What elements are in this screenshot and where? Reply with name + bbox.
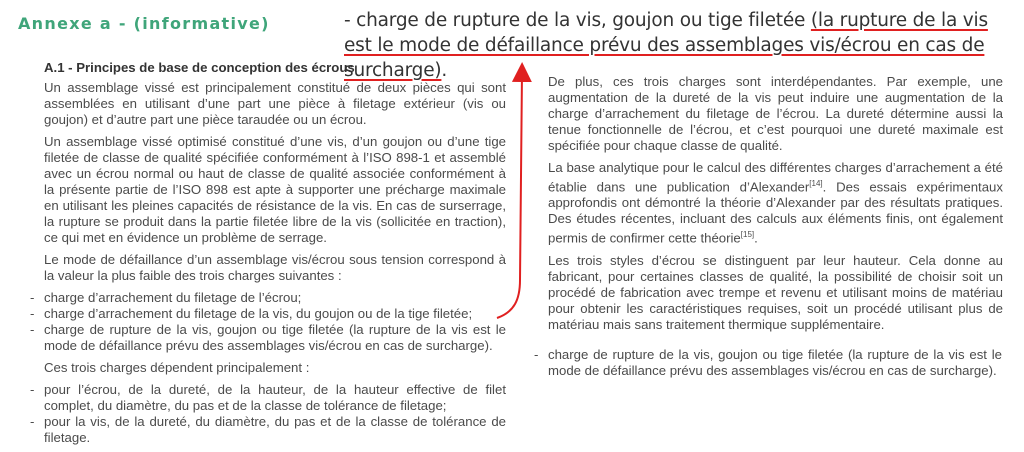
dependency-list: [28, 382, 506, 446]
text-run: . Des essais expérimentaux approfondis ont démontré la théorie d’Alexander par des résultats pratiques. Des études récentes, incluant des calculs aux éléments finis, ont également permis de confirmer cette théorie: [548, 179, 1003, 246]
right-paragraph-1: De plus, ces trois charges sont interdépendantes. Par exemple, une augmentation de la dureté de la vis peut induire une augmentation de la charge d’arrachement du filetage de l’écrou. La dureté détermine aussi la tenue fonctionnelle de l’écrou, et c’est pourquoi une dureté maximale est spécifiée pour chaque classe de qualité.: [548, 74, 1003, 153]
section-heading: A.1 - Principes de base de conception des écrous: [44, 60, 355, 75]
callout-suffix: .: [441, 60, 448, 81]
text-run: .: [754, 230, 758, 246]
left-column: [28, 60, 506, 452]
callout-prefix: - charge de rupture de la vis, goujon ou tige filetée: [344, 10, 811, 31]
list-item: - pour la vis, de la dureté, du diamètre, du pas et de la classe de tolérance de filetage.: [28, 414, 506, 446]
right-paragraph-3: Les trois styles d’écrou se distinguent par leur hauteur. Cela donne au fabricant, pour certaines classes de qualité, la possibilité de choisir soit un procédé de fabrication avec trempe et revenu et utilisant moins de matériau pour obtenir les caractéristiques requises, soit un procédé utilisant plus de matériau mais sans traitement thermique supplémentaire.: [548, 252, 1003, 332]
load-list: [28, 290, 506, 354]
list-item: - charge de rupture de la vis, goujon ou tige filetée (la rupture de la vis est le mode de défaillance prévu des assemblages vis/écrou en cas de surcharge).: [532, 347, 1002, 379]
list-item: - charge d’arrachement du filetage de la vis, du goujon ou de la tige filetée;: [28, 306, 506, 322]
right-bullet: [532, 347, 1002, 379]
right-paragraph-2: [548, 160, 1003, 247]
callout-underlined: (la rupture de la vis est le mode de défaillance prévu des assemblages vis/écrou en cas de surcharge): [344, 10, 988, 81]
list-item: - pour l’écrou, de la dureté, de la hauteur, de la hauteur effective de filet complet, du diamètre, du pas et de la classe de tolérance de filetage;: [28, 382, 506, 414]
left-paragraph-2: Un assemblage vissé optimisé constitué d’une vis, d’un goujon ou d’une tige filetée de classe de qualité spécifiée conformément à l’ISO 898-1 et assemblé avec un écrou normal ou haut de classe de qualité associée conformément à la présente partie de l’ISO 898 est apte à supporter une précharge maximale en utilisant les pleines capacités de résistance de la vis. En cas de surserrage, la rupture se produit dans la partie filetée libre de la vis (sollicitée en traction), ce qui met en évidence un problème de serrage.: [44, 134, 506, 245]
annex-title: Annexe a - (informative): [18, 14, 270, 33]
list-item: - charge d’arrachement du filetage de l’écrou;: [28, 290, 506, 306]
list-item-highlighted: - charge de rupture de la vis, goujon ou tige filetée (la rupture de la vis est le mode de défaillance prévu des assemblages vis/écrou en cas de surcharge).: [28, 322, 506, 354]
text-run: La base analytique pour le calcul des différentes charges d’arrachement a été établie dans une publication d’Alexander: [548, 160, 1003, 195]
right-column: [548, 74, 1003, 339]
reference-15: [15]: [740, 230, 755, 240]
left-paragraph-4: Ces trois charges dépendent principalement :: [44, 360, 310, 375]
left-paragraph-1: Un assemblage vissé est principalement constitué de deux pièces qui sont assemblées en utilisant d’une part une pièce à filetage extérieur (vis ou goujon) et d’autre part une pièce taraudée ou un écrou.: [44, 80, 506, 127]
left-paragraph-3: Le mode de défaillance d’un assemblage vis/écrou sous tension correspond à la valeur la plus faible des trois charges suivantes :: [44, 252, 506, 283]
reference-14: [14]: [809, 179, 823, 188]
